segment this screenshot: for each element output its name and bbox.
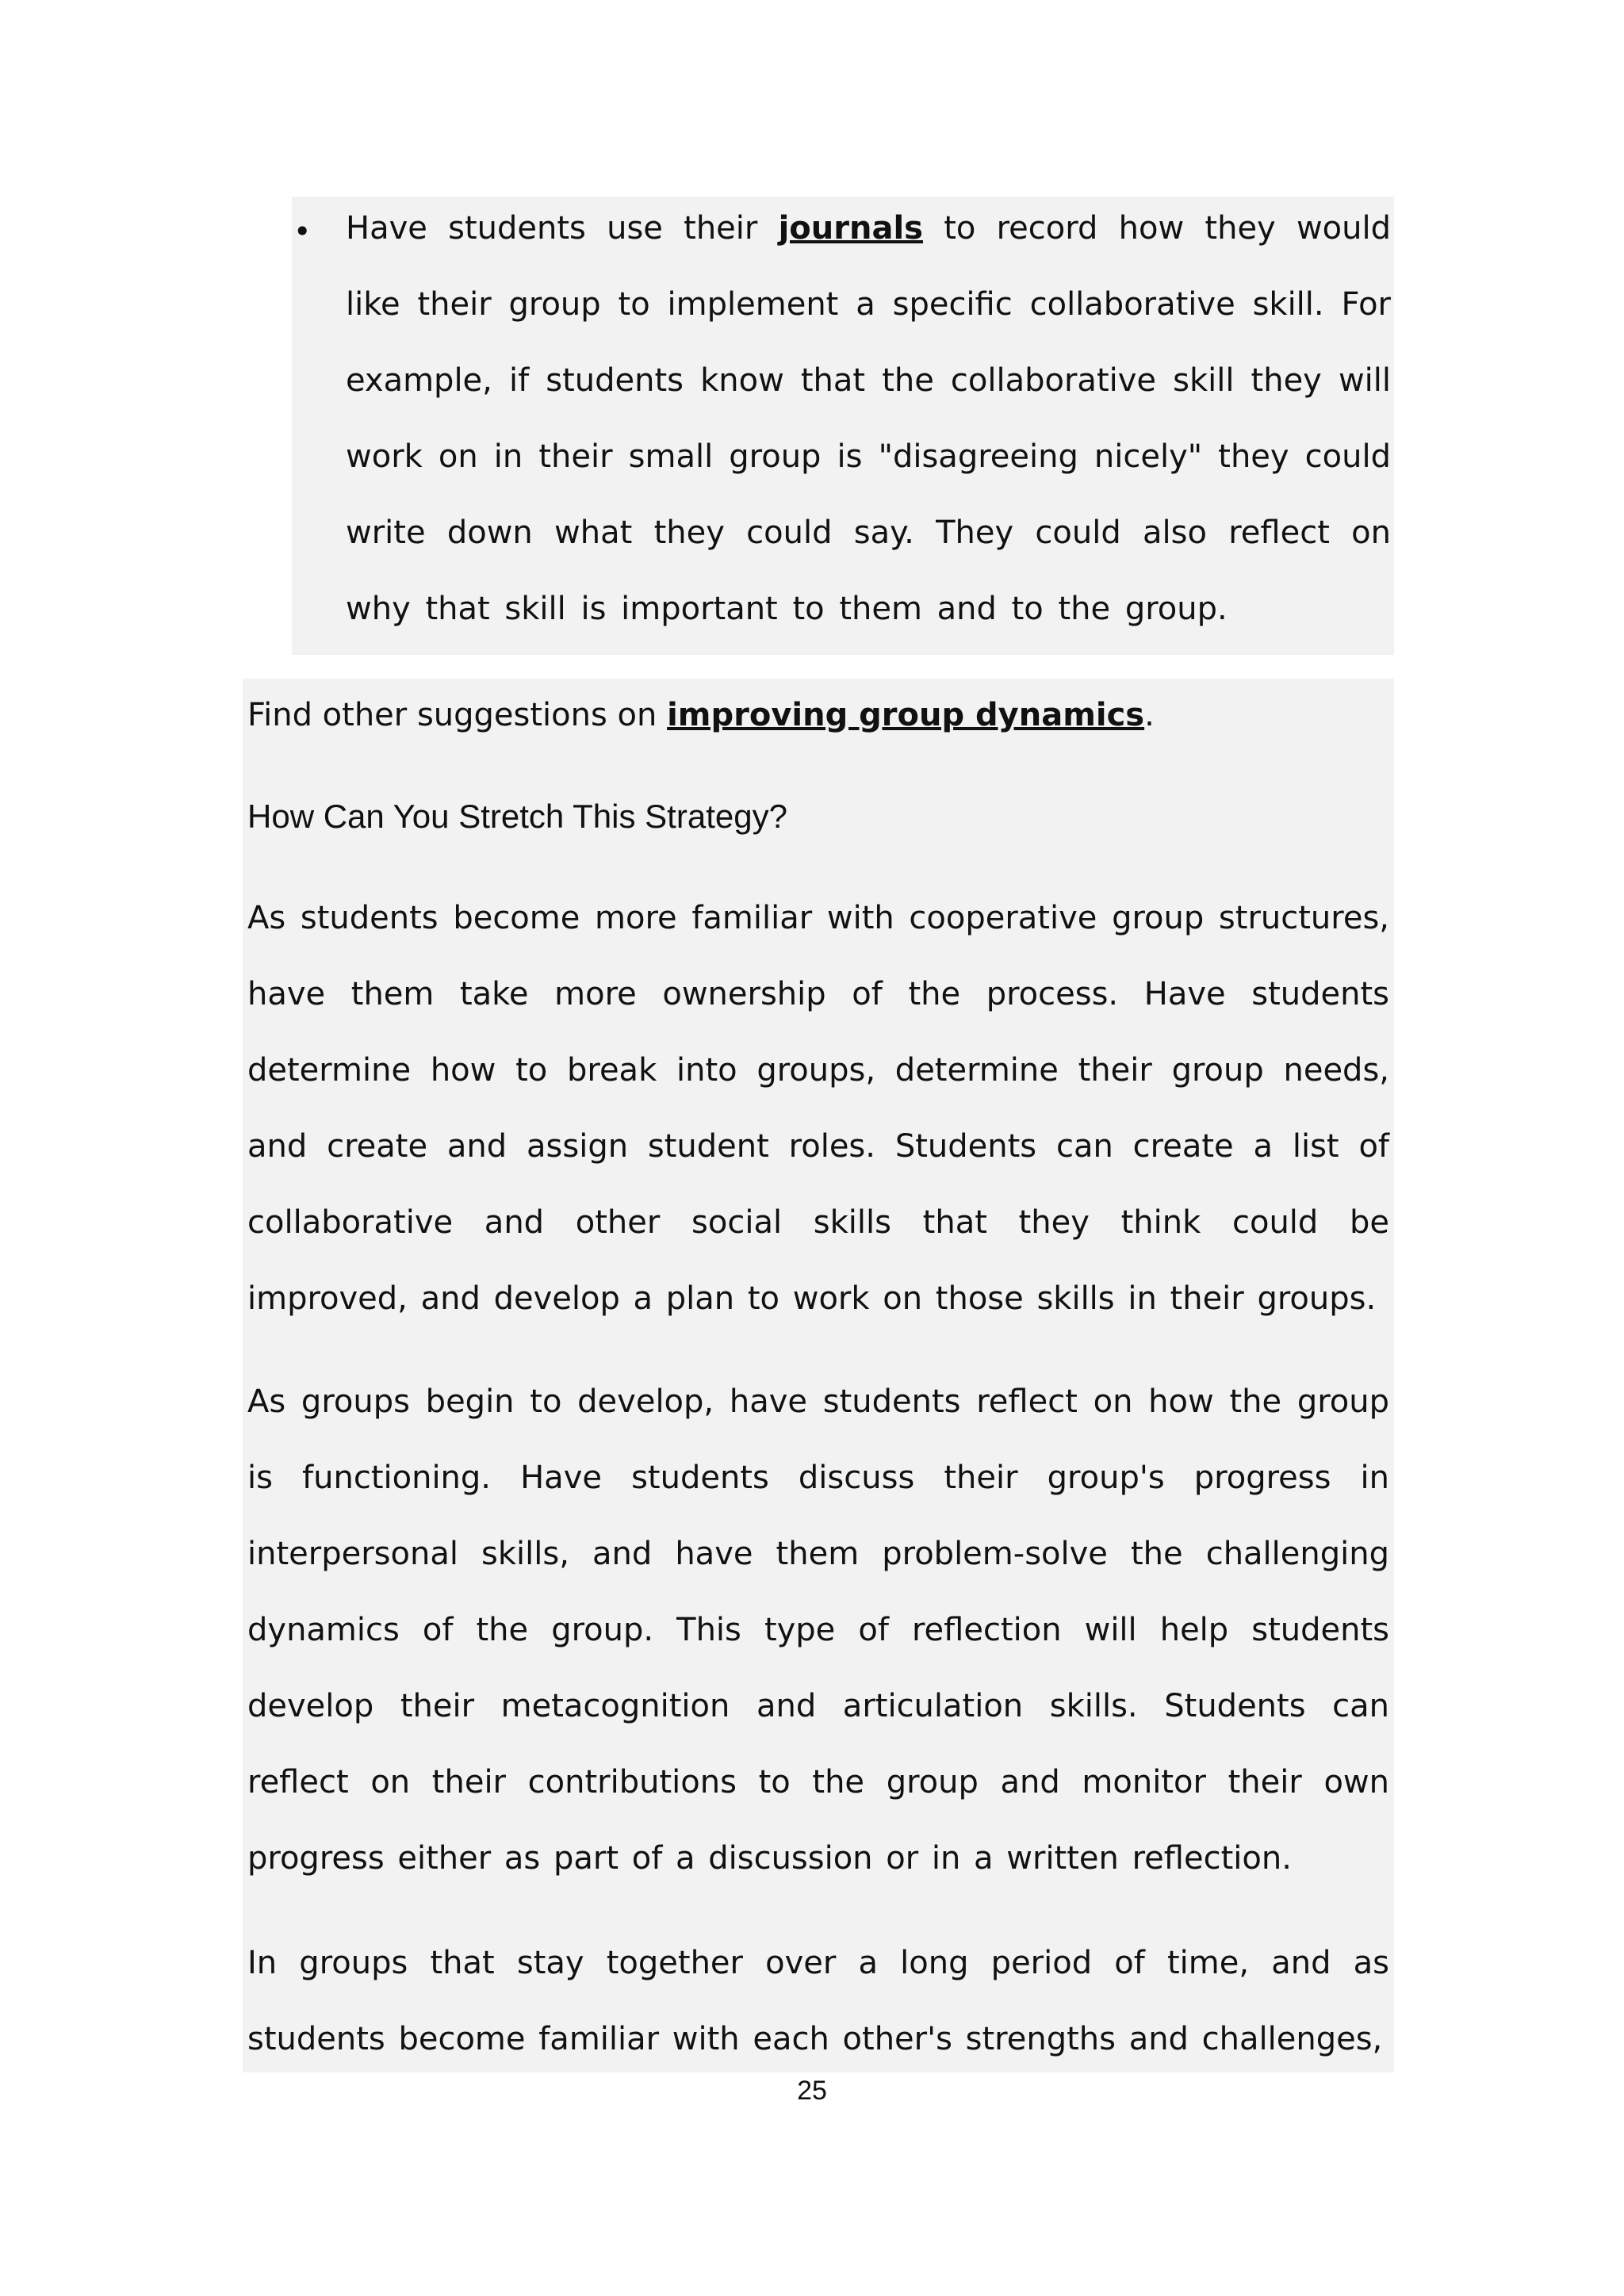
- paragraph-2: As groups begin to develop, have students reflect on how the group is functioning. Have students discuss their group's progress in interpersonal skills, and have them problem-solve the challenging dynamics of the group. This type of reflection will help students develop their metacognition and articulation skills. Students can reflect on their contributions to the group and monitor their own progress either as part of a discussion or in a written reflection.: [247, 1383, 1389, 1877]
- section-heading: How Can You Stretch This Strategy?: [247, 798, 787, 835]
- suggestion-text-before: Find other suggestions on: [247, 697, 668, 733]
- improving-group-dynamics-link[interactable]: improving group dynamics: [667, 697, 1145, 733]
- suggestion-line: [247, 691, 1389, 739]
- bullet-item: [346, 190, 1391, 647]
- bullet-text-before: Have students use their: [346, 210, 779, 247]
- page-number: 25: [797, 2076, 827, 2106]
- bullet-icon: •: [293, 214, 312, 249]
- paragraph-3: In groups that stay together over a long period of time, and as students become familiar with each other's strengths and challenges,: [247, 1945, 1389, 2057]
- paragraph-1: As students become more familiar with cooperative group structures, have them take more ownership of the process. Have students determine how to break into groups, determine their group needs, and create and assign student roles. Students can create a list of collaborative and other social skills that they think could be improved, and develop a plan to work on those skills in their groups.: [247, 900, 1389, 1317]
- bullet-text-after: to record how they would like their group to implement a specific collaborative skill. For example, if students know that the collaborative skill they will work on in their small group is "disagreeing nicely" they could write down what they could say. They could also reflect on why that skill is important to them and to the group.: [346, 210, 1392, 627]
- suggestion-text-after: .: [1144, 697, 1155, 733]
- journals-link[interactable]: journals: [778, 210, 923, 247]
